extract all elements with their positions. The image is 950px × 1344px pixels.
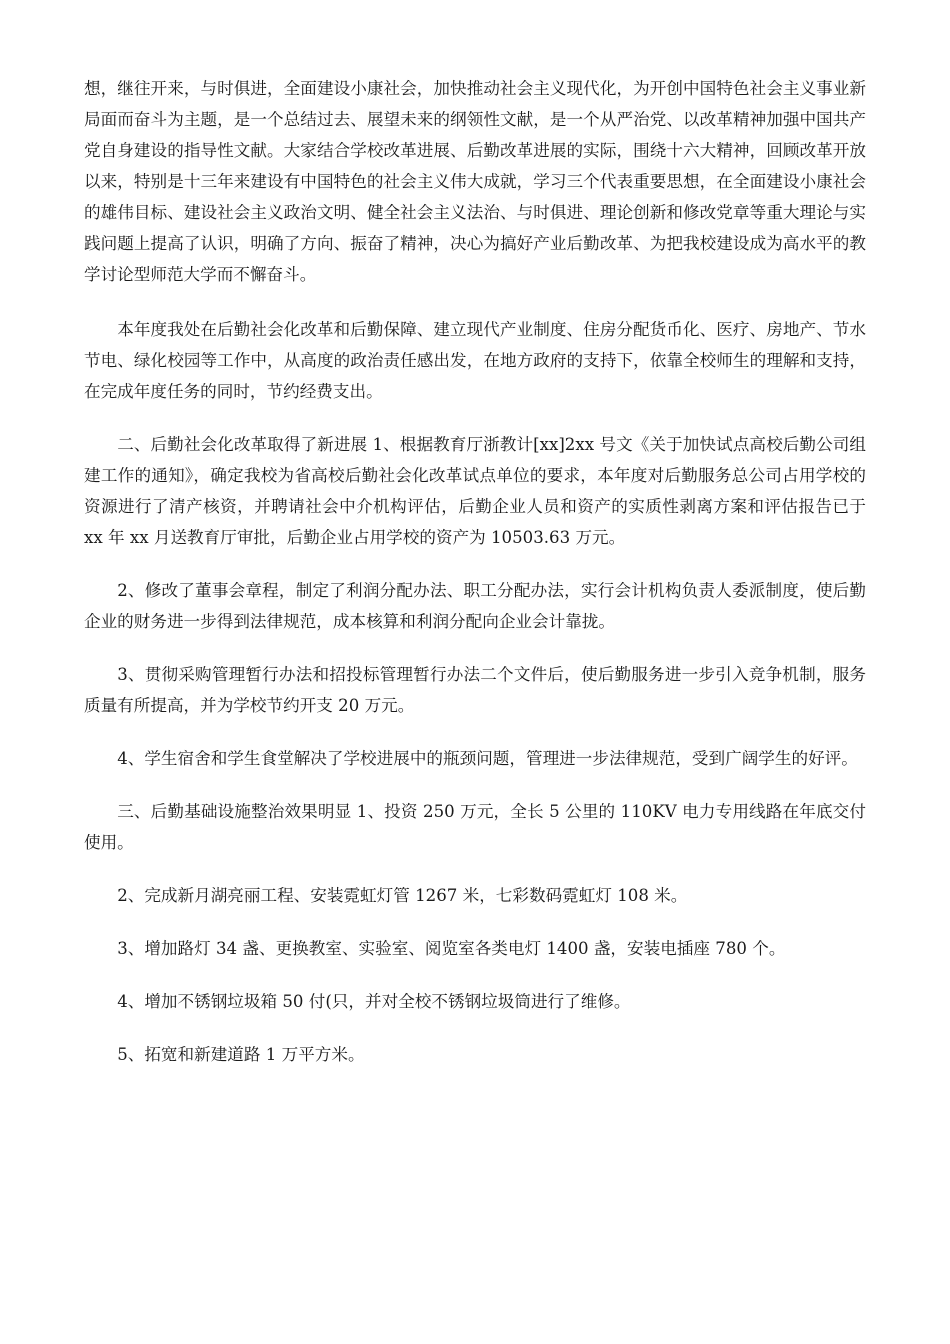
paragraph-item-3: 3、贯彻采购管理暂行办法和招投标管理暂行办法二个文件后，使后勤服务进一步引入竞争机制，服务质量有所提高，并为学校节约开支 20 万元。 [84,665,866,715]
paragraph-infra-item-3: 3、增加路灯 34 盏、更换教室、实验室、阅览室各类电灯 1400 盏，安装电插座 780 个。 [117,939,786,958]
paragraph-section-three: 三、后勤基础设施整治效果明显 1、投资 250 万元，全长 5 公里的 110KV 电力专用线路在年底交付使用。 [84,802,866,852]
paragraph-infra-item-2: 2、完成新月湖亮丽工程、安装霓虹灯管 1267 米，七彩数码霓虹灯 108 米。 [117,886,688,905]
paragraph-item-4: 4、学生宿舍和学生食堂解决了学校进展中的瓶颈问题，管理进一步法律规范，受到广阔学生的好评。 [117,749,858,768]
paragraph-item-2: 2、修改了董事会章程，制定了利润分配办法、职工分配办法，实行会计机构负责人委派制度，使后勤企业的财务进一步得到法律规范，成本核算和利润分配向企业会计靠拢。 [84,581,866,631]
paragraph-annual-work: 本年度我处在后勤社会化改革和后勤保障、建立现代产业制度、住房分配货币化、医疗、房地产、节水节电、绿化校园等工作中，从高度的政治责任感出发，在地方政府的支持下，依靠全校师生的理解和支持，在完成年度任务的同时，节约经费支出。 [84,320,866,401]
paragraph-infra-item-4: 4、增加不锈钢垃圾箱 50 付(只，并对全校不锈钢垃圾筒进行了维修。 [117,992,631,1011]
document-body [84,73,866,1092]
paragraph-infra-item-5: 5、拓宽和新建道路 1 万平方米。 [117,1045,365,1064]
paragraph-section-two: 二、后勤社会化改革取得了新进展 1、根据教育厅浙教计[xx]2xx 号文《关于加快试点高校后勤公司组建工作的通知》，确定我校为省高校后勤社会化改革试点单位的要求，本年度对后勤服务总公司占用学校的资源进行了清产核资，并聘请社会中介机构评估，后勤企业人员和资产的实质性剥离方案和评估报告已于 xx 年 xx 月送教育厅审批，后勤企业占用学校的资产为 10503.63 万元。 [84,435,866,547]
paragraph-continuation: 想，继往开来，与时俱进，全面建设小康社会，加快推动社会主义现代化，为开创中国特色社会主义事业新局面而奋斗为主题，是一个总结过去、展望未来的纲领性文献，是一个从严治党、以改革精神加强中国共产党自身建设的指导性文献。大家结合学校改革进展、后勤改革进展的实际，围绕十六大精神，回顾改革开放以来，特别是十三年来建设有中国特色的社会主义伟大成就，学习三个代表重要思想，在全面建设小康社会的雄伟目标、建设社会主义政治文明、健全社会主义法治、与时俱进、理论创新和修改党章等重大理论与实践问题上提高了认识，明确了方向、振奋了精神，决心为搞好产业后勤改革、为把我校建设成为高水平的教学讨论型师范大学而不懈奋斗。 [84,79,866,284]
